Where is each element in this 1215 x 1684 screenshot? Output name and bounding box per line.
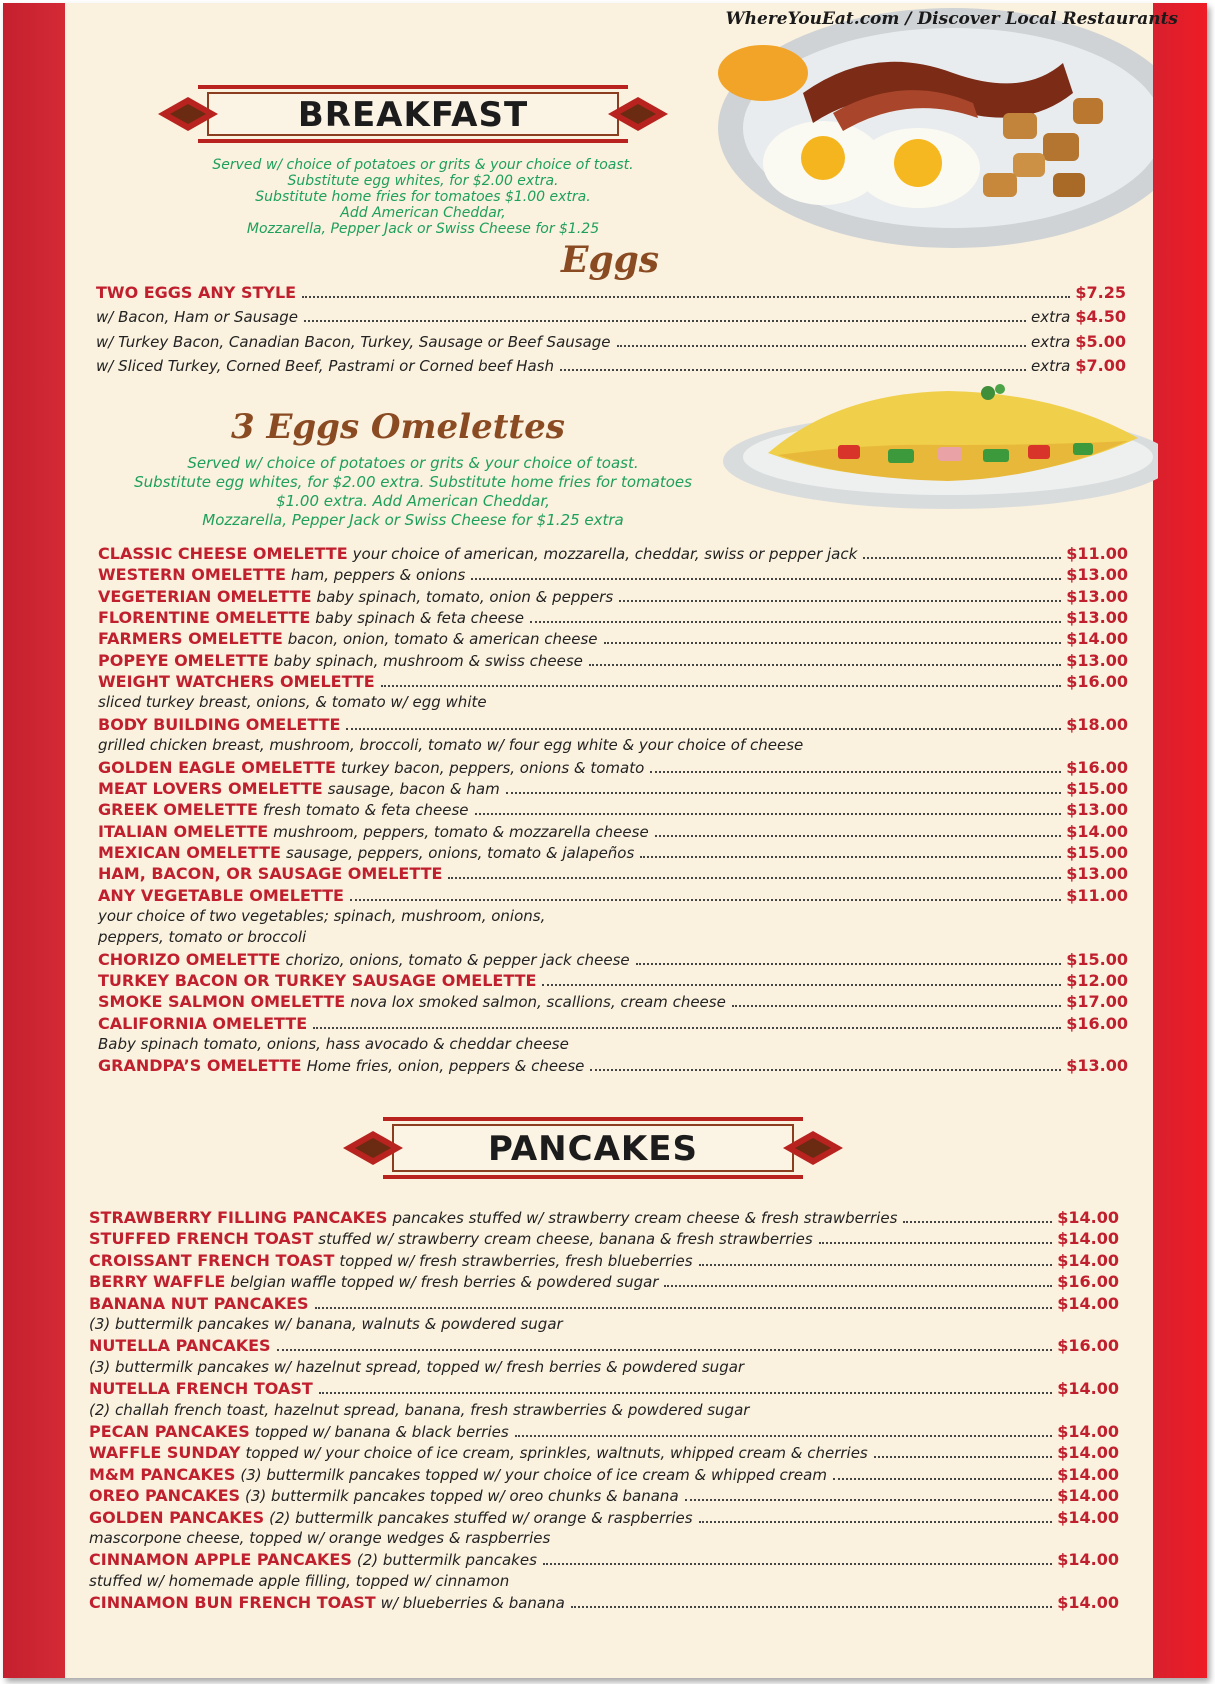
item-description: topped w/ fresh strawberries, fresh blueberries bbox=[339, 1251, 693, 1270]
menu-item-row bbox=[98, 543, 1128, 565]
breakfast-note-line: Mozzarella, Pepper Jack or Swiss Cheese for $1.25 bbox=[246, 221, 600, 237]
menu-item-row bbox=[89, 1592, 1119, 1614]
item-subline: Baby spinach tomato, onions, hass avocado & cheddar cheese bbox=[98, 1035, 569, 1054]
item-name: FARMERS OMELETTE bbox=[98, 629, 283, 649]
breakfast-title: BREAKFAST bbox=[297, 95, 529, 135]
leader-dots bbox=[590, 1069, 1061, 1071]
item-price: $13.00 bbox=[1066, 800, 1128, 820]
item-price: $14.00 bbox=[1057, 1208, 1119, 1227]
item-name: FLORENTINE OMELETTE bbox=[98, 608, 311, 628]
item-name: CHORIZO OMELETTE bbox=[98, 949, 281, 969]
item-extra: extra bbox=[1031, 308, 1071, 326]
breakfast-note-line: Substitute home fries for tomatoes $1.00 extra. bbox=[255, 189, 591, 205]
leader-dots bbox=[819, 1242, 1053, 1244]
item-name: POPEYE OMELETTE bbox=[98, 650, 269, 670]
item-description: (3) buttermilk pancakes topped w/ your choice of ice cream & whipped cream bbox=[240, 1465, 827, 1484]
leader-dots bbox=[571, 1606, 1052, 1608]
leader-dots bbox=[542, 984, 1061, 986]
item-extra: extra bbox=[1031, 333, 1071, 351]
item-description: sausage, bacon & ham bbox=[327, 779, 500, 798]
omelettes-note bbox=[103, 454, 723, 530]
item-description: baby spinach & feta cheese bbox=[315, 609, 524, 628]
item-extra: extra bbox=[1031, 357, 1071, 375]
item-price: $13.00 bbox=[1066, 565, 1128, 585]
omelettes-note-line: $1.00 extra. Add American Cheddar, bbox=[276, 492, 550, 510]
item-description: chorizo, onions, tomato & pepper jack cheese bbox=[285, 950, 630, 969]
leader-dots bbox=[530, 621, 1061, 623]
item-price: $16.00 bbox=[1066, 757, 1128, 777]
breakfast-note bbox=[153, 157, 693, 237]
item-subline: grilled chicken breast, mushroom, broccoli, tomato w/ four egg white & your choice of cheese bbox=[98, 736, 804, 755]
item-price: $7.25 bbox=[1075, 283, 1126, 302]
leader-dots bbox=[515, 1435, 1053, 1437]
menu-item-row bbox=[98, 991, 1128, 1013]
item-price: $15.00 bbox=[1066, 842, 1128, 862]
breakfast-note-line: Served w/ choice of potatoes or grits & your choice of toast. bbox=[212, 157, 634, 173]
item-name: M&M PANCAKES bbox=[89, 1464, 236, 1484]
item-price: $15.00 bbox=[1066, 778, 1128, 798]
item-name: HAM, BACON, OR SAUSAGE OMELETTE bbox=[98, 864, 443, 884]
omelette-photo bbox=[718, 383, 1158, 513]
leader-dots bbox=[863, 557, 1061, 559]
item-price: $14.00 bbox=[1057, 1593, 1119, 1613]
leader-dots bbox=[506, 792, 1062, 794]
item-price: $14.00 bbox=[1057, 1250, 1119, 1270]
menu-page bbox=[3, 3, 1207, 1678]
item-name: NUTELLA FRENCH TOAST bbox=[89, 1379, 313, 1399]
leader-dots bbox=[636, 963, 1062, 965]
item-description: fresh tomato & feta cheese bbox=[262, 801, 469, 820]
menu-item-row bbox=[96, 306, 1126, 328]
item-name: BERRY WAFFLE bbox=[89, 1272, 226, 1292]
menu-item-row bbox=[89, 1464, 1119, 1486]
leader-dots bbox=[319, 1392, 1053, 1394]
item-price: $14.00 bbox=[1057, 1293, 1119, 1313]
pancakes-banner bbox=[343, 1111, 843, 1185]
item-price: $14.00 bbox=[1066, 629, 1128, 649]
menu-item-row bbox=[89, 1250, 1119, 1272]
item-description: topped w/ your choice of ice cream, sprinkles, waltnuts, whipped cream & cherries bbox=[245, 1444, 868, 1463]
leader-dots bbox=[448, 877, 1061, 879]
leader-dots bbox=[604, 642, 1062, 644]
leader-dots bbox=[664, 1285, 1052, 1287]
leader-dots bbox=[640, 856, 1061, 858]
omelettes-note-line: Substitute egg whites, for $2.00 extra. Substitute home fries for tomatoes bbox=[134, 473, 692, 491]
omelettes-heading: 3 Eggs Omelettes bbox=[231, 407, 565, 447]
item-description: belgian waffle topped w/ fresh berries & powdered sugar bbox=[230, 1273, 659, 1292]
menu-item-row bbox=[98, 799, 1128, 821]
item-name: MEXICAN OMELETTE bbox=[98, 842, 281, 862]
item-subline: peppers, tomato or broccoli bbox=[98, 928, 307, 947]
item-name: GOLDEN PANCAKES bbox=[89, 1507, 265, 1527]
item-description: mushroom, peppers, tomato & mozzarella cheese bbox=[273, 822, 649, 841]
menu-item-row bbox=[89, 1421, 1119, 1443]
item-name: OREO PANCAKES bbox=[89, 1486, 241, 1506]
leader-dots bbox=[304, 320, 1026, 322]
item-name: w/ Sliced Turkey, Corned Beef, Pastrami or Corned beef Hash bbox=[96, 357, 554, 375]
item-name: WESTERN OMELETTE bbox=[98, 565, 286, 585]
item-name: CINNAMON BUN FRENCH TOAST bbox=[89, 1593, 376, 1613]
menu-item-row bbox=[98, 714, 1128, 735]
item-price: $14.00 bbox=[1057, 1443, 1119, 1463]
item-name: STUFFED FRENCH TOAST bbox=[89, 1229, 314, 1249]
menu-item-row bbox=[98, 778, 1128, 800]
item-subline: (3) buttermilk pancakes w/ hazelnut spread, topped w/ fresh berries & powdered sugar bbox=[89, 1357, 745, 1376]
menu-item-row bbox=[96, 282, 1126, 303]
item-price: $7.00 bbox=[1075, 356, 1126, 375]
menu-item-row bbox=[98, 607, 1128, 629]
item-name: MEAT LOVERS OMELETTE bbox=[98, 778, 323, 798]
item-price: $16.00 bbox=[1066, 672, 1128, 692]
item-description: your choice of american, mozzarella, cheddar, swiss or pepper jack bbox=[352, 545, 858, 563]
leader-dots bbox=[655, 835, 1062, 837]
leader-dots bbox=[833, 1478, 1052, 1480]
leader-dots bbox=[471, 578, 1061, 580]
item-price: $11.00 bbox=[1066, 544, 1128, 563]
leader-dots bbox=[277, 1349, 1053, 1351]
menu-item-row bbox=[98, 586, 1128, 608]
item-price: $16.00 bbox=[1057, 1272, 1119, 1292]
leader-dots bbox=[543, 1563, 1052, 1565]
item-name: CINNAMON APPLE PANCAKES bbox=[89, 1550, 352, 1570]
menu-item-row bbox=[98, 757, 1128, 779]
leader-dots bbox=[617, 345, 1027, 347]
breakfast-note-line: Add American Cheddar, bbox=[340, 205, 506, 221]
menu-item-row bbox=[98, 564, 1128, 586]
menu-item-row bbox=[98, 970, 1128, 991]
leader-dots bbox=[699, 1521, 1053, 1523]
leader-dots bbox=[350, 899, 1061, 901]
menu-item-row bbox=[89, 1507, 1119, 1529]
item-description: topped w/ banana & black berries bbox=[254, 1423, 509, 1441]
leader-dots bbox=[589, 664, 1061, 666]
item-price: $14.00 bbox=[1057, 1486, 1119, 1506]
site-credit: WhereYouEat.com / Discover Local Restaurants bbox=[725, 9, 1178, 29]
item-price: $14.00 bbox=[1057, 1464, 1119, 1484]
menu-item-row bbox=[89, 1442, 1119, 1464]
breakfast-plate-photo bbox=[703, 3, 1153, 263]
item-price: $12.00 bbox=[1066, 971, 1128, 990]
item-price: $14.00 bbox=[1057, 1550, 1119, 1570]
item-name: GRANDPA’S OMELETTE bbox=[98, 1056, 302, 1076]
item-name: GREEK OMELETTE bbox=[98, 800, 258, 820]
item-subline: stuffed w/ homemade apple filling, topped w/ cinnamon bbox=[89, 1571, 510, 1590]
item-name: ITALIAN OMELETTE bbox=[98, 821, 269, 841]
eggs-heading: Eggs bbox=[561, 239, 660, 281]
menu-item-row bbox=[98, 885, 1128, 906]
item-description: (2) buttermilk pancakes stuffed w/ orange & raspberries bbox=[269, 1508, 693, 1527]
menu-item-row bbox=[98, 671, 1128, 692]
item-price: $13.00 bbox=[1066, 1056, 1128, 1076]
item-description: w/ blueberries & banana bbox=[380, 1594, 565, 1613]
item-name: w/ Bacon, Ham or Sausage bbox=[96, 308, 298, 326]
leader-dots bbox=[475, 813, 1062, 815]
item-name: CROISSANT FRENCH TOAST bbox=[89, 1250, 335, 1270]
item-name: PECAN PANCAKES bbox=[89, 1422, 250, 1441]
omelettes-note-line: Served w/ choice of potatoes or grits & your choice of toast. bbox=[187, 454, 639, 472]
item-subline: (2) challah french toast, hazelnut spread, banana, fresh strawberries & powdered sugar bbox=[89, 1400, 750, 1419]
menu-item-row bbox=[98, 1055, 1128, 1077]
item-price: $4.50 bbox=[1075, 307, 1126, 326]
item-subline: mascorpone cheese, topped w/ orange wedges & raspberries bbox=[89, 1529, 551, 1547]
menu-item-row bbox=[98, 863, 1128, 884]
item-price: $16.00 bbox=[1066, 1013, 1128, 1033]
leader-dots bbox=[315, 1307, 1053, 1309]
item-name: BANANA NUT PANCAKES bbox=[89, 1293, 309, 1313]
breakfast-note-line: Substitute egg whites, for $2.00 extra. bbox=[287, 173, 559, 189]
item-description: bacon, onion, tomato & american cheese bbox=[287, 630, 598, 649]
item-name: VEGETERIAN OMELETTE bbox=[98, 586, 312, 606]
menu-item-row bbox=[98, 1013, 1128, 1034]
item-price: $14.00 bbox=[1057, 1507, 1119, 1527]
item-price: $14.00 bbox=[1057, 1379, 1119, 1399]
item-price: $5.00 bbox=[1075, 332, 1126, 351]
item-name: BODY BUILDING OMELETTE bbox=[98, 714, 341, 734]
menu-item-row bbox=[98, 949, 1128, 971]
item-price: $16.00 bbox=[1057, 1336, 1119, 1356]
item-price: $14.00 bbox=[1057, 1422, 1119, 1441]
item-description: Home fries, onion, peppers & cheese bbox=[306, 1057, 585, 1076]
menu-item-row bbox=[96, 331, 1126, 353]
item-name: GOLDEN EAGLE OMELETTE bbox=[98, 757, 336, 777]
item-description: baby spinach, mushroom & swiss cheese bbox=[273, 651, 583, 670]
menu-item-row bbox=[96, 355, 1126, 377]
item-price: $13.00 bbox=[1066, 586, 1128, 606]
leader-dots bbox=[699, 1264, 1053, 1266]
leader-dots bbox=[874, 1456, 1053, 1458]
menu-item-row bbox=[89, 1485, 1119, 1507]
item-description: nova lox smoked salmon, scallions, cream cheese bbox=[350, 993, 726, 1012]
item-price: $14.00 bbox=[1066, 821, 1128, 841]
item-price: $13.00 bbox=[1066, 608, 1128, 628]
item-price: $18.00 bbox=[1066, 714, 1128, 734]
item-price: $13.00 bbox=[1066, 864, 1128, 884]
item-price: $15.00 bbox=[1066, 949, 1128, 969]
menu-item-row bbox=[89, 1335, 1119, 1356]
omelettes-note-line: Mozzarella, Pepper Jack or Swiss Cheese for $1.25 extra bbox=[202, 511, 624, 529]
leader-dots bbox=[346, 728, 1061, 730]
item-price: $17.00 bbox=[1066, 992, 1128, 1012]
item-name: WAFFLE SUNDAY bbox=[89, 1443, 241, 1463]
menu-item-row bbox=[89, 1228, 1119, 1250]
leader-dots bbox=[903, 1221, 1052, 1223]
item-price: $14.00 bbox=[1057, 1229, 1119, 1249]
item-description: stuffed w/ strawberry cream cheese, banana & fresh strawberries bbox=[318, 1230, 813, 1249]
item-subline: (3) buttermilk pancakes w/ banana, walnuts & powdered sugar bbox=[89, 1315, 563, 1333]
menu-item-row bbox=[89, 1271, 1119, 1293]
pancakes-title: PANCAKES bbox=[488, 1129, 698, 1169]
item-name: NUTELLA PANCAKES bbox=[89, 1336, 271, 1356]
item-name: CLASSIC CHEESE OMELETTE bbox=[98, 544, 348, 563]
leader-dots bbox=[381, 685, 1062, 687]
item-description: (3) buttermilk pancakes topped w/ oreo chunks & banana bbox=[245, 1487, 679, 1506]
menu-item-row bbox=[98, 821, 1128, 843]
item-description: sausage, peppers, onions, tomato & jalapeños bbox=[285, 843, 635, 862]
leader-dots bbox=[650, 771, 1061, 773]
item-description: turkey bacon, peppers, onions & tomato bbox=[340, 758, 645, 777]
leader-dots bbox=[302, 296, 1070, 298]
menu-item-row bbox=[89, 1378, 1119, 1399]
leader-dots bbox=[685, 1499, 1053, 1501]
item-name: CALIFORNIA OMELETTE bbox=[98, 1013, 308, 1033]
menu-item-row bbox=[98, 650, 1128, 672]
item-name: ANY VEGETABLE OMELETTE bbox=[98, 885, 344, 905]
item-description: pancakes stuffed w/ strawberry cream cheese & fresh strawberries bbox=[392, 1209, 898, 1227]
item-subline: sliced turkey breast, onions, & tomato w/ egg white bbox=[98, 693, 487, 712]
item-description: baby spinach, tomato, onion & peppers bbox=[316, 587, 614, 606]
menu-item-row bbox=[98, 842, 1128, 864]
item-name: WEIGHT WATCHERS OMELETTE bbox=[98, 672, 375, 692]
item-name: w/ Turkey Bacon, Canadian Bacon, Turkey, Sausage or Beef Sausage bbox=[96, 333, 611, 351]
item-description: (2) buttermilk pancakes bbox=[356, 1551, 537, 1570]
breakfast-banner bbox=[158, 79, 668, 149]
item-name: TURKEY BACON OR TURKEY SAUSAGE OMELETTE bbox=[98, 971, 537, 990]
item-name: SMOKE SALMON OMELETTE bbox=[98, 992, 346, 1012]
menu-item-row bbox=[98, 628, 1128, 650]
item-name: TWO EGGS ANY STYLE bbox=[96, 283, 297, 302]
leader-dots bbox=[619, 600, 1061, 602]
menu-item-row bbox=[89, 1549, 1119, 1571]
menu-item-row bbox=[89, 1207, 1119, 1229]
leader-dots bbox=[560, 369, 1026, 371]
item-price: $13.00 bbox=[1066, 650, 1128, 670]
item-name: STRAWBERRY FILLING PANCAKES bbox=[89, 1208, 388, 1227]
item-subline: your choice of two vegetables; spinach, mushroom, onions, bbox=[98, 906, 546, 925]
item-price: $11.00 bbox=[1066, 885, 1128, 905]
leader-dots bbox=[313, 1027, 1061, 1029]
item-description: ham, peppers & onions bbox=[290, 566, 466, 585]
menu-item-row bbox=[89, 1293, 1119, 1314]
leader-dots bbox=[732, 1005, 1061, 1007]
